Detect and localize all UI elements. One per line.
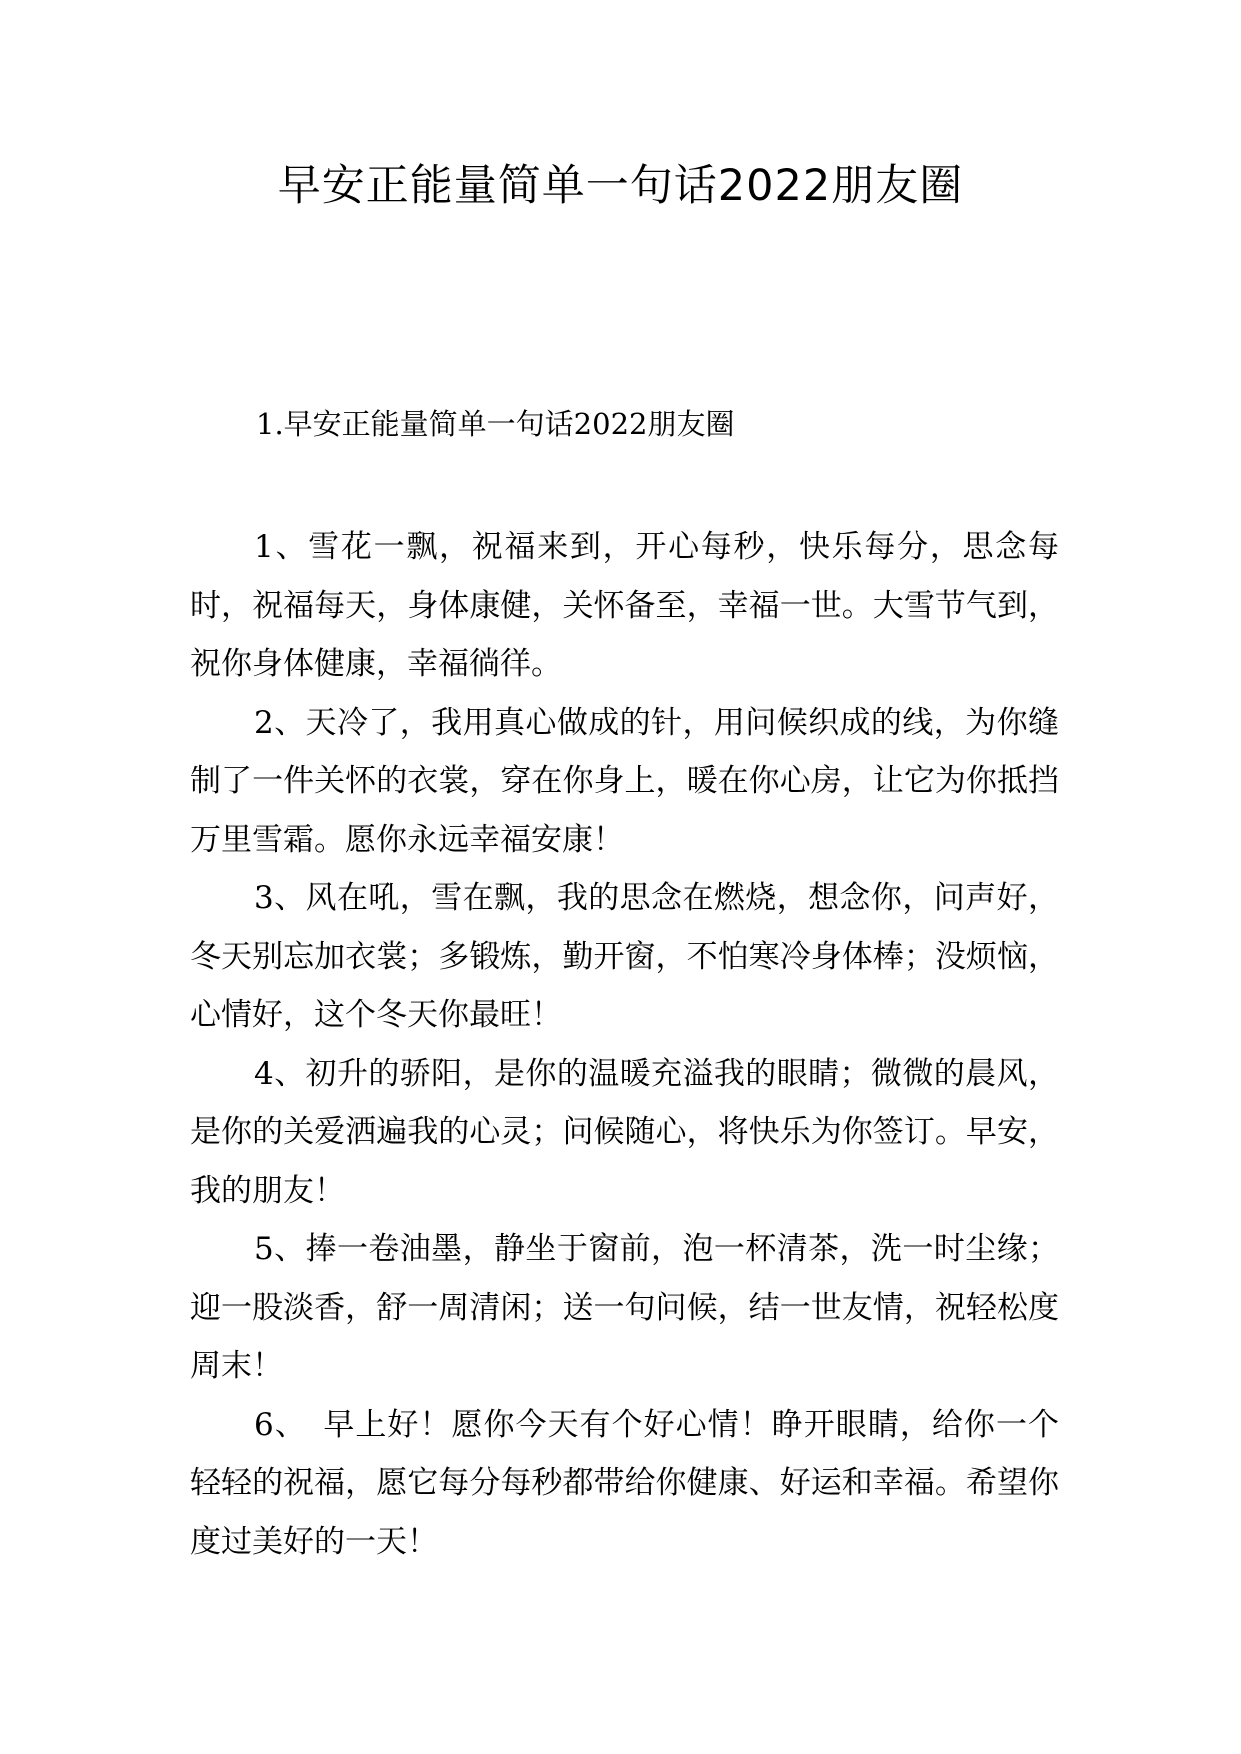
paragraph-1: 1、雪花一飘，祝福来到，开心每秒，快乐每分，思念每时，祝福每天，身体康健，关怀备至，幸福一世。大雪节气到，祝你身体健康，幸福徜徉。 bbox=[190, 529, 1059, 682]
paragraph-3: 3、风在吼，雪在飘，我的思念在燃烧，想念你，问声好，冬天别忘加衣裳；多锻炼，勤开窗，不怕寒冷身体棒；没烦恼，心情好，这个冬天你最旺！ bbox=[190, 880, 1059, 1033]
paragraph-5: 5、捧一卷油墨，静坐于窗前，泡一杯清茶，洗一时尘缘；迎一股淡香，舒一周清闲；送一句问候，结一世友情，祝轻松度周末！ bbox=[190, 1231, 1059, 1384]
paragraph-2: 2、天冷了，我用真心做成的针，用问候织成的线，为你缝制了一件关怀的衣裳，穿在你身上，暖在你心房，让它为你抵挡万里雪霜。愿你永远幸福安康！ bbox=[190, 704, 1059, 858]
document-title: 早安正能量简单一句话2022朋友圈 bbox=[277, 161, 964, 211]
paragraph-4: 4、初升的骄阳，是你的温暖充溢我的眼睛；微微的晨风，是你的关爱洒遍我的心灵；问候随心，将快乐为你签订。早安，我的朋友！ bbox=[190, 1055, 1059, 1209]
paragraph-6: 6、 早上好！愿你今天有个好心情！睁开眼睛，给你一个轻轻的祝福，愿它每分每秒都带给你健康、好运和幸福。希望你度过美好的一天！ bbox=[190, 1406, 1059, 1560]
section-heading: 1.早安正能量简单一句话2022朋友圈 bbox=[256, 407, 735, 441]
body-text bbox=[190, 518, 1059, 1571]
